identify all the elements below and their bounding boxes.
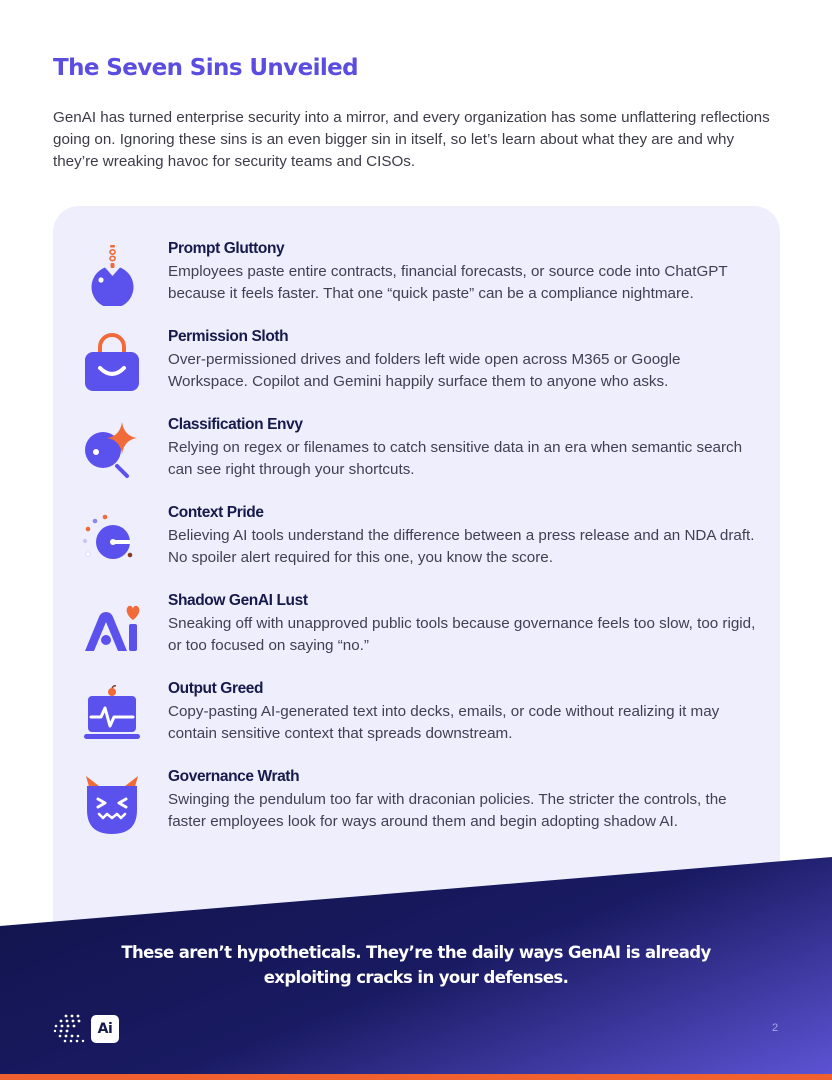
sin-description: Sneaking off with unapproved public tools because governance feels too slow, too rigid, or too focused on saying “no.” — [168, 615, 756, 654]
sin-title: Shadow GenAI Lust — [168, 592, 308, 609]
sin-title: Classification Envy — [168, 416, 303, 433]
sin-title: Context Pride — [168, 504, 264, 521]
sin-description: Swinging the pendulum too far with draconian policies. The stricter the controls, the faster employees look for ways around them and begin adopting shadow AI. — [168, 791, 727, 830]
sin-description: Relying on regex or filenames to catch sensitive data in an era when semantic search can see right through your shortcuts. — [168, 439, 743, 478]
sin-title: Governance Wrath — [168, 768, 300, 785]
page-title: The Seven Sins Unveiled — [53, 55, 358, 81]
page-number: 2 — [772, 1022, 779, 1034]
sin-title: Prompt Gluttony — [168, 240, 285, 257]
intro-paragraph: GenAI has turned enterprise security into a mirror, and every organization has some unflattering reflections going on. Ignoring these sins is an even bigger sin in itself, so let’s learn about what they are and why they’re wreaking havoc for security teams and CISOs. — [53, 109, 770, 170]
sin-description: Believing AI tools understand the difference between a press release and an NDA draft. No spoiler alert required for this one, you know the score. — [168, 527, 755, 566]
brand-dots-logo-icon — [52, 1013, 86, 1045]
cta-line-1: These aren’t hypotheticals. They’re the daily ways GenAI is already — [121, 943, 711, 962]
sin-title: Output Greed — [168, 680, 264, 697]
cta-line-2: exploiting cracks in your defenses. — [263, 968, 569, 987]
ai-logo-badge: Ai — [91, 1015, 119, 1043]
sin-description: Employees paste entire contracts, financial forecasts, or source code into ChatGPT because it feels faster. That one “quick paste” can be a compliance nightmare. — [168, 263, 728, 302]
sin-description: Over-permissioned drives and folders left wide open across M365 or Google Workspace. Copilot and Gemini happily surface them to anyone who asks. — [168, 351, 681, 390]
call-to-action — [0, 940, 832, 990]
sin-title: Permission Sloth — [168, 328, 289, 345]
sin-description: Copy-pasting AI-generated text into decks, emails, or code without realizing it may contain sensitive context that spreads downstream. — [168, 703, 720, 742]
bottom-accent-strip — [0, 1074, 832, 1080]
